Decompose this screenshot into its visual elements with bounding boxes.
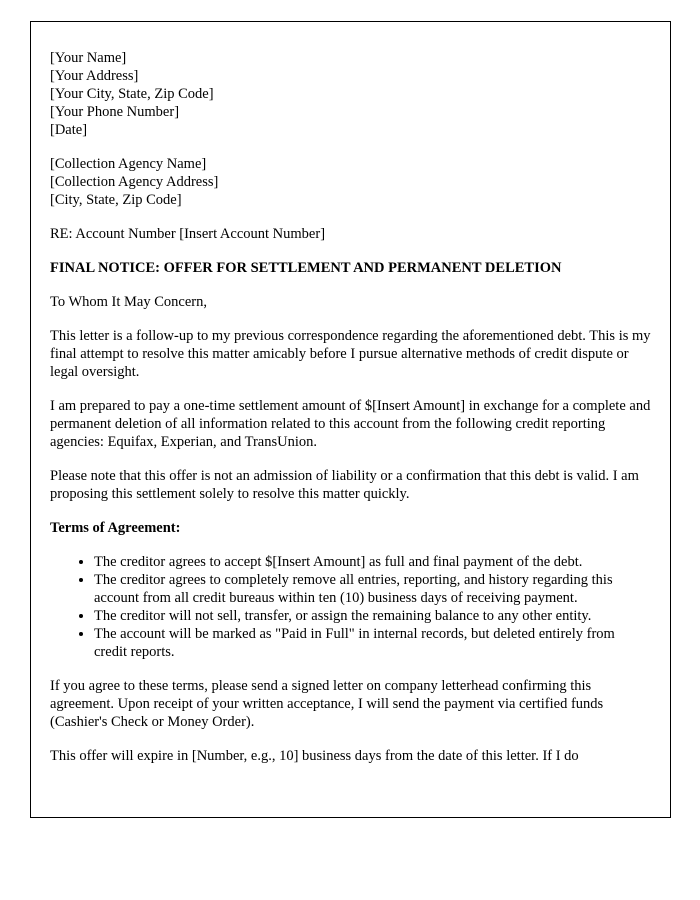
recipient-agency-address: [Collection Agency Address] xyxy=(50,174,219,190)
terms-item: • The creditor agrees to completely remove all entries, reporting, and history regarding this account from all credit bureaus within ten (10) business days of receiving payment. xyxy=(94,571,651,607)
salutation: To Whom It May Concern, xyxy=(50,294,207,310)
recipient-agency-name: [Collection Agency Name] xyxy=(50,156,207,172)
letter-date: [Date] xyxy=(50,122,88,138)
paragraph-followup: This letter is a follow-up to my previous correspondence regarding the aforementioned debt. This is my final attempt to resolve this matter amicably before I pursue alternative methods of credit dispute or legal oversight. xyxy=(50,328,651,380)
sender-city-state-zip: [Your City, State, Zip Code] xyxy=(50,86,214,102)
terms-heading: Terms of Agreement: xyxy=(50,520,181,536)
terms-item: • The creditor agrees to accept $[Insert Amount] as full and final payment of the debt. xyxy=(94,553,651,571)
terms-list xyxy=(50,553,651,661)
sender-address: [Your Address] xyxy=(50,68,139,84)
subject-line: FINAL NOTICE: OFFER FOR SETTLEMENT AND PERMANENT DELETION xyxy=(50,260,562,276)
paragraph-offer: I am prepared to pay a one-time settlement amount of $[Insert Amount] in exchange for a complete and permanent deletion of all information related to this account from the following credit reporting agencies: Equifax, Experian, and TransUnion. xyxy=(50,398,651,450)
sender-name: [Your Name] xyxy=(50,50,127,66)
paragraph-acceptance: If you agree to these terms, please send a signed letter on company letterhead confirming this agreement. Upon receipt of your written acceptance, I will send the payment via certified funds (Cashier's Check or Money Order). xyxy=(50,678,604,730)
recipient-city-state-zip: [City, State, Zip Code] xyxy=(50,192,182,208)
terms-item: • The account will be marked as "Paid in Full" in internal records, but deleted entirely from credit reports. xyxy=(94,625,651,661)
terms-item: • The creditor will not sell, transfer, or assign the remaining balance to any other entity. xyxy=(94,607,651,625)
recipient-address-block xyxy=(50,155,651,209)
paragraph-expiration: This offer will expire in [Number, e.g., 10] business days from the date of this letter. If I do xyxy=(50,748,579,764)
paragraph-disclaimer: Please note that this offer is not an admission of liability or a confirmation that this debt is valid. I am proposing this settlement solely to resolve this matter quickly. xyxy=(50,468,639,502)
letter-page xyxy=(30,21,671,818)
sender-address-block xyxy=(50,49,651,139)
sender-phone: [Your Phone Number] xyxy=(50,104,180,120)
re-line: RE: Account Number [Insert Account Number] xyxy=(50,226,326,242)
